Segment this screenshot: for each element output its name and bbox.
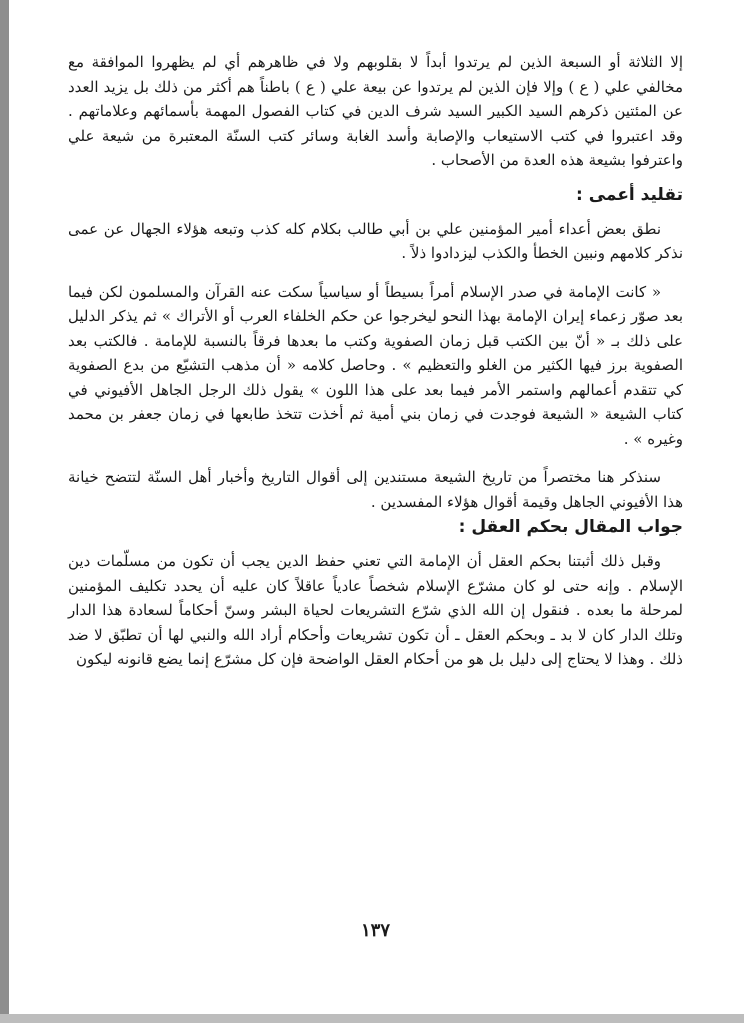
page-number: ١٣٧ — [360, 920, 390, 941]
paragraph-5: وقبل ذلك أثبتنا بحكم العقل أن الإمامة التي تعني حفظ الدين يجب أن تكون من مسلّمات دين الإسلام . وإنه حتى لو كان مشرّع الإسلام شخصاً عادياً عاقلاً كان عليه أن يحدد تكليف المؤمنين لمرحلة ما بعده . فنقول إن الله الذي شرّع التشريعات لحياة البشر وسنّ أحكاماً لسعادة هذا الدار وتلك الدار كان لا بد ـ وبحكم العقل ـ أن تكون تشريعات وأحكام أراد الله والنبي لها أن تطبّق لا ضد ذلك . وهذا لا يحتاج إلى دليل بل هو من أحكام العقل الواضحة فإن كل مشرّع إنما يضع قانونه ليكون — [68, 552, 683, 668]
paragraph-3-quote: « كانت الإمامة في صدر الإسلام أمراً بسيطاً أو سياسياً سكت عنه القرآن والمسلمون لكن فيما بعد صوّر زعماء إيران الإمامة بهذا النحو ليخرجوا عن حكم الخلفاء العرب أو الأتراك » ثم يذكر الدليل على ذلك بـ « أنّ بين الكتب قبل زمان الصفوية وكتب ما بعدها فرقاً بالنسبة للإمامة . فالكتب بعد الصفوية برز فيها الكثير من الغلو والتعظيم » . وحاصل كلامه « أن مذهب التشيّع من بدع الصفوية كي تتقدم أعمالهم واستمر الأمر فيما بعد على هذا اللون » يقول ذلك الرجل الجاهل الأفيوني في كتاب الشيعة « الشيعة فوجدت في زمان بني أمية ثم أخذت تتخذ طابعها في زمان جعفر بن محمد وغيره » . — [68, 282, 683, 448]
scan-left-edge — [0, 0, 9, 1023]
section-heading-blind-imitation: تقليد أعمى : — [576, 184, 683, 205]
paragraph-4: سنذكر هنا مختصراً من تاريخ الشيعة مستندين إلى أقوال التاريخ وأخبار أهل السنّة لتتضح خيانة هذا الأفيوني الجاهل وقيمة أقوال هؤلاء المفسدين . — [68, 468, 683, 511]
paragraph-2: نطق بعض أعداء أمير المؤمنين علي بن أبي طالب بكلام كله كذب وتبعه هؤلاء الجهال عن عمى نذكر كلامهم ونبين الخطأ والكذب ليزدادوا ذلاً . — [68, 219, 683, 262]
book-page — [68, 44, 683, 1004]
section-heading-reason-answer: جواب المقال بحكم العقل : — [458, 517, 683, 537]
scan-bottom-edge — [0, 1014, 744, 1023]
paragraph-1: إلا الثلاثة أو السبعة الذين لم يرتدوا أبداً لا بقلوبهم ولا في ظاهرهم أي لم يظهروا الموافقة مع مخالفي علي ( ع ) وإلا فإن الذين لم يرتدوا عن بيعة علي ( ع ) باطناً هم أكثر من ذلك بل يزيد العدد عن المئتين ذكرهم السيد الكبير السيد شرف الدين في كتاب الفصول المهمة بأسمائهم وعلاماتهم . وقد اعتبروا في كتب الاستيعاب والإصابة وأسد الغابة وسائر كتب السنّة المعتبرة من شيعة علي واعترفوا بشيعة هذه العدة من الأصحاب . — [68, 53, 683, 169]
